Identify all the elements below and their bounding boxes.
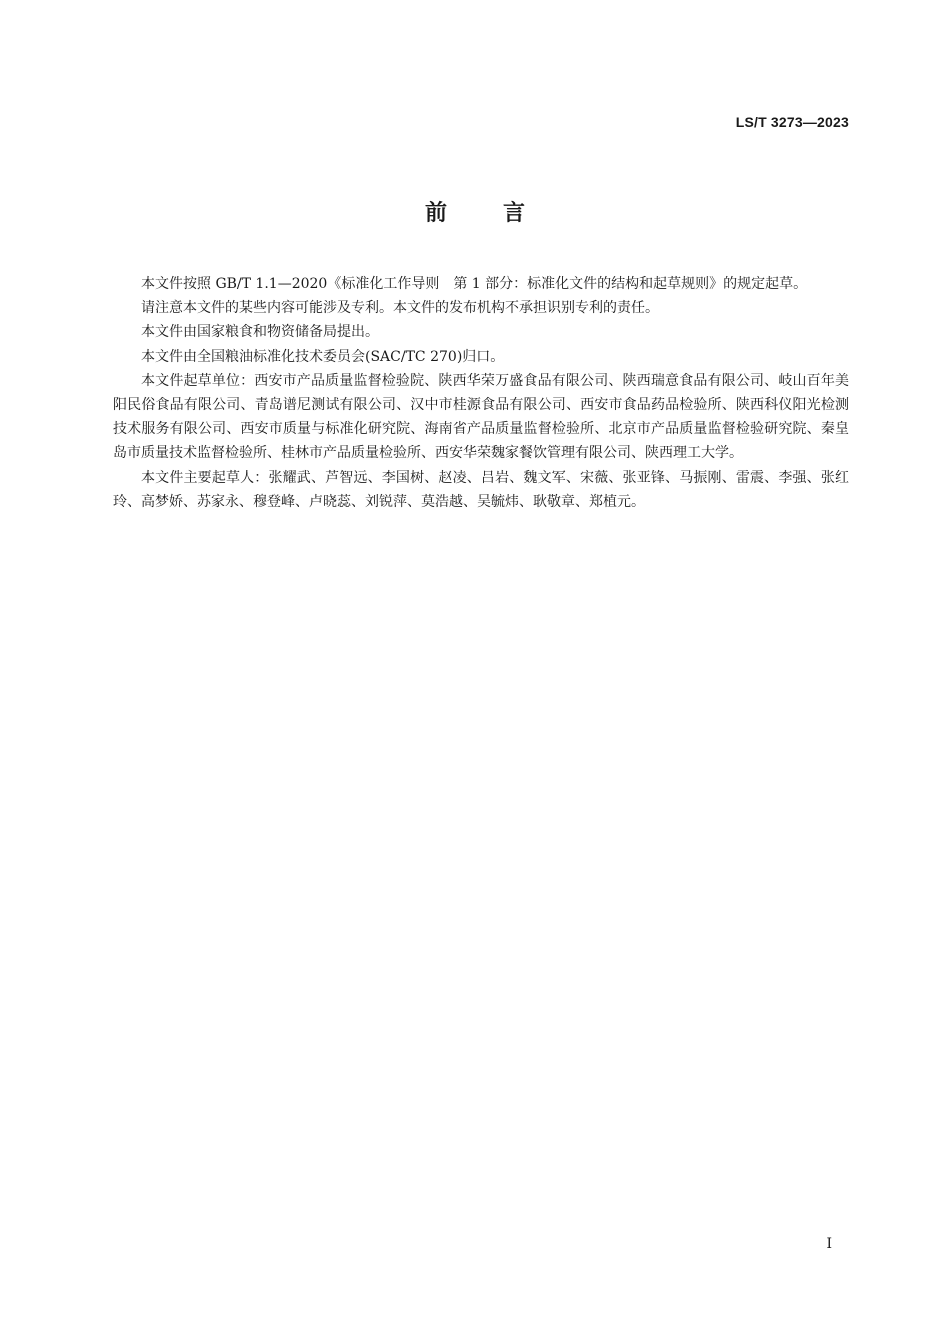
standard-code: LS/T 3273—2023: [735, 114, 849, 130]
foreword-body: [113, 272, 849, 514]
paragraph-drafting-units: 本文件起草单位：西安市产品质量监督检验院、陕西华荣万盛食品有限公司、陕西瑞意食品有限公司、岐山百年美阳民俗食品有限公司、青岛谱尼测试有限公司、汉中市桂源食品有限公司、西安市食品药品检验所、陕西科仪阳光检测技术服务有限公司、西安市质量与标准化研究院、海南省产品质量监督检验所、北京市产品质量监督检验研究院、秦皇岛市质量技术监督检验所、桂林市产品质量检验所、西安华荣魏家餐饮管理有限公司、陕西理工大学。: [113, 372, 849, 462]
page-number: I: [826, 1236, 832, 1252]
page-title: 前言: [424, 201, 581, 226]
paragraph-technical-committee: 本文件由全国粮油标准化技术委员会(SAC/TC 270)归口。: [141, 348, 505, 365]
paragraph-proposer: 本文件由国家粮食和物资储备局提出。: [141, 324, 379, 341]
paragraph-patent-notice: 请注意本文件的某些内容可能涉及专利。本文件的发布机构不承担识别专利的责任。: [141, 300, 659, 317]
paragraph-drafting-rules: 本文件按照 GB/T 1.1—2020《标准化工作导则 第 1 部分：标准化文件的结构和起草规则》的规定起草。: [141, 276, 808, 292]
paragraph-main-drafters: 本文件主要起草人：张耀武、芦智远、李国树、赵凌、吕岩、魏文军、宋薇、张亚锋、马振刚、雷震、李强、张红玲、高梦娇、苏家永、穆登峰、卢晓蕊、刘锐萍、莫浩越、吴毓炜、耿敬章、郑植元。: [113, 469, 849, 510]
